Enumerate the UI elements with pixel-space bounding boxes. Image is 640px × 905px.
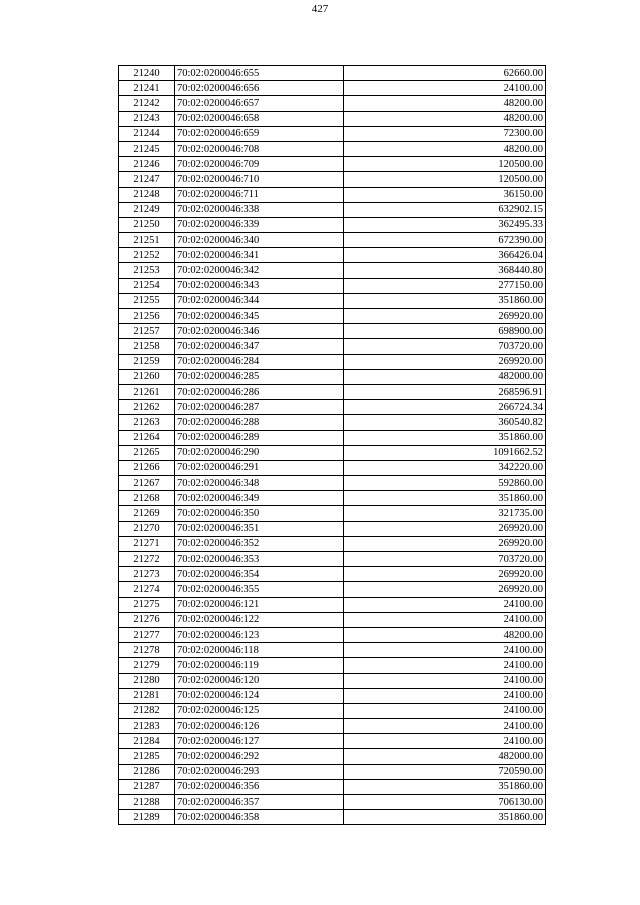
row-number-cell: 21271: [119, 536, 175, 551]
table-row: [119, 703, 546, 718]
table-body: [119, 66, 546, 825]
row-number-cell: 21283: [119, 719, 175, 734]
table-row: [119, 278, 546, 293]
value-cell: 720590.00: [344, 764, 546, 779]
value-cell: 24100.00: [344, 703, 546, 718]
table-row: [119, 734, 546, 749]
row-number-cell: 21250: [119, 217, 175, 232]
row-number-cell: 21264: [119, 430, 175, 445]
value-cell: 48200.00: [344, 111, 546, 126]
cadastral-number-cell: 70:02:0200046:658: [175, 111, 344, 126]
value-cell: 277150.00: [344, 278, 546, 293]
value-cell: 269920.00: [344, 309, 546, 324]
cadastral-number-cell: 70:02:0200046:708: [175, 141, 344, 156]
cadastral-number-cell: 70:02:0200046:347: [175, 339, 344, 354]
value-cell: 368440.80: [344, 263, 546, 278]
value-cell: 698900.00: [344, 324, 546, 339]
value-cell: 269920.00: [344, 354, 546, 369]
value-cell: 24100.00: [344, 734, 546, 749]
row-number-cell: 21258: [119, 339, 175, 354]
cadastral-number-cell: 70:02:0200046:293: [175, 764, 344, 779]
cadastral-number-cell: 70:02:0200046:288: [175, 415, 344, 430]
table-row: [119, 187, 546, 202]
row-number-cell: 21247: [119, 172, 175, 187]
cadastral-number-cell: 70:02:0200046:120: [175, 673, 344, 688]
table-row: [119, 643, 546, 658]
value-cell: 24100.00: [344, 688, 546, 703]
cadastral-number-cell: 70:02:0200046:123: [175, 627, 344, 642]
cadastral-number-cell: 70:02:0200046:711: [175, 187, 344, 202]
row-number-cell: 21257: [119, 324, 175, 339]
value-cell: 36150.00: [344, 187, 546, 202]
value-cell: 24100.00: [344, 81, 546, 96]
value-cell: 342220.00: [344, 460, 546, 475]
row-number-cell: 21255: [119, 293, 175, 308]
cadastral-number-cell: 70:02:0200046:357: [175, 795, 344, 810]
table-row: [119, 612, 546, 627]
cadastral-number-cell: 70:02:0200046:352: [175, 536, 344, 551]
value-cell: 672390.00: [344, 233, 546, 248]
value-cell: 24100.00: [344, 719, 546, 734]
value-cell: 360540.82: [344, 415, 546, 430]
value-cell: 351860.00: [344, 491, 546, 506]
row-number-cell: 21241: [119, 81, 175, 96]
value-cell: 24100.00: [344, 658, 546, 673]
table-row: [119, 627, 546, 642]
row-number-cell: 21273: [119, 567, 175, 582]
table-row: [119, 324, 546, 339]
row-number-cell: 21251: [119, 233, 175, 248]
table-row: [119, 749, 546, 764]
value-cell: 351860.00: [344, 293, 546, 308]
row-number-cell: 21267: [119, 476, 175, 491]
cadastral-number-cell: 70:02:0200046:348: [175, 476, 344, 491]
value-cell: 351860.00: [344, 779, 546, 794]
value-cell: 24100.00: [344, 612, 546, 627]
row-number-cell: 21254: [119, 278, 175, 293]
value-cell: 632902.15: [344, 202, 546, 217]
page-number: 427: [311, 3, 329, 15]
cadastral-number-cell: 70:02:0200046:346: [175, 324, 344, 339]
table-row: [119, 309, 546, 324]
table-row: [119, 400, 546, 415]
value-cell: 269920.00: [344, 536, 546, 551]
row-number-cell: 21260: [119, 369, 175, 384]
row-number-cell: 21282: [119, 703, 175, 718]
cadastral-number-cell: 70:02:0200046:338: [175, 202, 344, 217]
table-row: [119, 491, 546, 506]
value-cell: 62660.00: [344, 66, 546, 81]
row-number-cell: 21289: [119, 810, 175, 825]
row-number-cell: 21242: [119, 96, 175, 111]
table-row: [119, 248, 546, 263]
cadastral-number-cell: 70:02:0200046:342: [175, 263, 344, 278]
row-number-cell: 21246: [119, 157, 175, 172]
table-row: [119, 597, 546, 612]
table-row: [119, 293, 546, 308]
cadastral-number-cell: 70:02:0200046:358: [175, 810, 344, 825]
table-row: [119, 81, 546, 96]
cadastral-number-cell: 70:02:0200046:340: [175, 233, 344, 248]
row-number-cell: 21243: [119, 111, 175, 126]
row-number-cell: 21240: [119, 66, 175, 81]
value-cell: 482000.00: [344, 369, 546, 384]
cadastral-number-cell: 70:02:0200046:284: [175, 354, 344, 369]
row-number-cell: 21274: [119, 582, 175, 597]
value-cell: 592860.00: [344, 476, 546, 491]
table-row: [119, 582, 546, 597]
row-number-cell: 21265: [119, 445, 175, 460]
row-number-cell: 21281: [119, 688, 175, 703]
value-cell: 266724.34: [344, 400, 546, 415]
value-cell: 269920.00: [344, 521, 546, 536]
table-row: [119, 476, 546, 491]
cadastral-number-cell: 70:02:0200046:659: [175, 126, 344, 141]
cadastral-number-cell: 70:02:0200046:349: [175, 491, 344, 506]
table-row: [119, 172, 546, 187]
value-cell: 321735.00: [344, 506, 546, 521]
cadastral-number-cell: 70:02:0200046:124: [175, 688, 344, 703]
value-cell: 120500.00: [344, 172, 546, 187]
row-number-cell: 21259: [119, 354, 175, 369]
table-row: [119, 233, 546, 248]
row-number-cell: 21276: [119, 612, 175, 627]
cadastral-number-cell: 70:02:0200046:127: [175, 734, 344, 749]
table-row: [119, 779, 546, 794]
cadastral-number-cell: 70:02:0200046:287: [175, 400, 344, 415]
table-row: [119, 688, 546, 703]
cadastral-number-cell: 70:02:0200046:291: [175, 460, 344, 475]
row-number-cell: 21261: [119, 384, 175, 399]
value-cell: 366426.04: [344, 248, 546, 263]
row-number-cell: 21286: [119, 764, 175, 779]
table-row: [119, 810, 546, 825]
table-row: [119, 506, 546, 521]
value-cell: 48200.00: [344, 627, 546, 642]
row-number-cell: 21285: [119, 749, 175, 764]
row-number-cell: 21262: [119, 400, 175, 415]
cadastral-number-cell: 70:02:0200046:655: [175, 66, 344, 81]
table-row: [119, 445, 546, 460]
cadastral-number-cell: 70:02:0200046:356: [175, 779, 344, 794]
cadastral-number-cell: 70:02:0200046:118: [175, 643, 344, 658]
value-cell: 362495.33: [344, 217, 546, 232]
cadastral-number-cell: 70:02:0200046:351: [175, 521, 344, 536]
value-cell: 703720.00: [344, 552, 546, 567]
row-number-cell: 21245: [119, 141, 175, 156]
table-row: [119, 764, 546, 779]
table-row: [119, 111, 546, 126]
cadastral-number-cell: 70:02:0200046:122: [175, 612, 344, 627]
row-number-cell: 21252: [119, 248, 175, 263]
cadastral-number-cell: 70:02:0200046:285: [175, 369, 344, 384]
cadastral-number-cell: 70:02:0200046:125: [175, 703, 344, 718]
row-number-cell: 21244: [119, 126, 175, 141]
table-row: [119, 521, 546, 536]
table-row: [119, 339, 546, 354]
row-number-cell: 21284: [119, 734, 175, 749]
value-cell: 703720.00: [344, 339, 546, 354]
cadastral-number-cell: 70:02:0200046:119: [175, 658, 344, 673]
row-number-cell: 21275: [119, 597, 175, 612]
table-row: [119, 96, 546, 111]
value-cell: 482000.00: [344, 749, 546, 764]
table-row: [119, 217, 546, 232]
value-cell: 48200.00: [344, 141, 546, 156]
cadastral-number-cell: 70:02:0200046:709: [175, 157, 344, 172]
row-number-cell: 21248: [119, 187, 175, 202]
cadastral-number-cell: 70:02:0200046:289: [175, 430, 344, 445]
cadastral-number-cell: 70:02:0200046:286: [175, 384, 344, 399]
table-row: [119, 66, 546, 81]
row-number-cell: 21263: [119, 415, 175, 430]
value-cell: 24100.00: [344, 673, 546, 688]
row-number-cell: 21277: [119, 627, 175, 642]
value-cell: 269920.00: [344, 567, 546, 582]
row-number-cell: 21266: [119, 460, 175, 475]
row-number-cell: 21280: [119, 673, 175, 688]
row-number-cell: 21279: [119, 658, 175, 673]
row-number-cell: 21288: [119, 795, 175, 810]
row-number-cell: 21287: [119, 779, 175, 794]
value-cell: 24100.00: [344, 643, 546, 658]
table-row: [119, 415, 546, 430]
cadastral-number-cell: 70:02:0200046:657: [175, 96, 344, 111]
table-row: [119, 263, 546, 278]
table-row: [119, 430, 546, 445]
value-cell: 48200.00: [344, 96, 546, 111]
cadastral-number-cell: 70:02:0200046:341: [175, 248, 344, 263]
row-number-cell: 21270: [119, 521, 175, 536]
table-row: [119, 202, 546, 217]
table-row: [119, 673, 546, 688]
value-cell: 1091662.52: [344, 445, 546, 460]
cadastral-number-cell: 70:02:0200046:355: [175, 582, 344, 597]
row-number-cell: 21253: [119, 263, 175, 278]
cadastral-number-cell: 70:02:0200046:344: [175, 293, 344, 308]
row-number-cell: 21249: [119, 202, 175, 217]
value-cell: 351860.00: [344, 430, 546, 445]
table-row: [119, 126, 546, 141]
table-row: [119, 552, 546, 567]
value-cell: 268596.91: [344, 384, 546, 399]
row-number-cell: 21278: [119, 643, 175, 658]
table-row: [119, 157, 546, 172]
value-cell: 24100.00: [344, 597, 546, 612]
cadastral-number-cell: 70:02:0200046:354: [175, 567, 344, 582]
table-row: [119, 141, 546, 156]
row-number-cell: 21268: [119, 491, 175, 506]
value-cell: 269920.00: [344, 582, 546, 597]
table-row: [119, 719, 546, 734]
value-cell: 120500.00: [344, 157, 546, 172]
cadastral-number-cell: 70:02:0200046:343: [175, 278, 344, 293]
cadastral-number-cell: 70:02:0200046:345: [175, 309, 344, 324]
cadastral-number-cell: 70:02:0200046:339: [175, 217, 344, 232]
table-row: [119, 658, 546, 673]
table-row: [119, 536, 546, 551]
cadastral-number-cell: 70:02:0200046:121: [175, 597, 344, 612]
value-cell: 351860.00: [344, 810, 546, 825]
cadastral-number-cell: 70:02:0200046:656: [175, 81, 344, 96]
table-row: [119, 460, 546, 475]
cadastral-number-cell: 70:02:0200046:126: [175, 719, 344, 734]
table-row: [119, 384, 546, 399]
cadastral-number-cell: 70:02:0200046:290: [175, 445, 344, 460]
cadastral-number-cell: 70:02:0200046:353: [175, 552, 344, 567]
cadastral-number-cell: 70:02:0200046:292: [175, 749, 344, 764]
row-number-cell: 21256: [119, 309, 175, 324]
row-number-cell: 21272: [119, 552, 175, 567]
cadastral-number-cell: 70:02:0200046:710: [175, 172, 344, 187]
table-row: [119, 567, 546, 582]
value-cell: 72300.00: [344, 126, 546, 141]
cadastral-number-cell: 70:02:0200046:350: [175, 506, 344, 521]
table-row: [119, 369, 546, 384]
row-number-cell: 21269: [119, 506, 175, 521]
table-row: [119, 795, 546, 810]
table-row: [119, 354, 546, 369]
value-cell: 706130.00: [344, 795, 546, 810]
data-table: [118, 65, 546, 825]
